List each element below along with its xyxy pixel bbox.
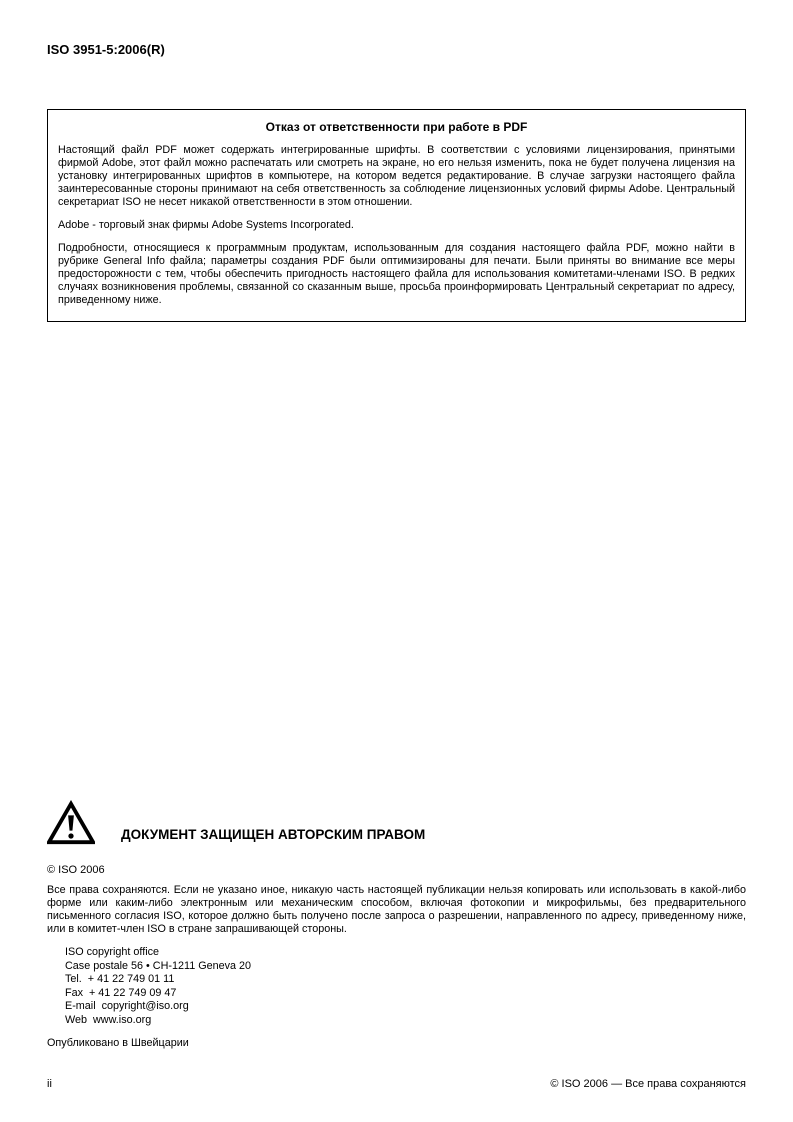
footer-copyright: © ISO 2006 — Все права сохраняются [550,1078,746,1090]
address-line-fax: Fax + 41 22 749 09 47 [65,986,177,999]
copyright-title: ДОКУМЕНТ ЗАЩИЩЕН АВТОРСКИМ ПРАВОМ [121,827,426,842]
copyright-year-line: © ISO 2006 [47,864,105,876]
address-line-office: ISO copyright office [65,946,160,958]
warning-icon [47,800,95,846]
address-line-tel: Tel. + 41 22 749 01 11 [65,973,175,985]
disclaimer-title: Отказ от ответственности при работе в PDF [265,120,528,134]
copyright-heading [47,800,746,846]
disclaimer-paragraph: Adobe - торговый знак фирмы Adobe Systems Incorporated. [58,219,354,231]
disclaimer-paragraph: Подробности, относящиеся к программным продуктам, использованным для создания настоящего файла PDF, можно найти в рубрике General Info файла; параметры создания PDF были оптимизированы для печати. Были приняты во внимание все меры предосторожности с тем, чтобы обеспечить пригодность настоящего файла для использования комитетами-членами ISO. В редких случаях возникновения проблемы, связанной со сказанным выше, просьба проинформировать Центральный секретариат по адресу, приведенному ниже. [58,242,735,306]
pdf-disclaimer-box [47,109,746,322]
page-footer [47,1078,746,1090]
published-in-line: Опубликовано в Швейцарии [47,1037,189,1049]
copyright-body-text: Все права сохраняются. Если не указано иное, никакую часть настоящей публикации нельзя копировать или использовать в какой-либо форме или каким-либо электронным или механическим способом, включая фотокопии и микрофильмы, без предварительного письменного согласия ISO, которое должно быть получено после запроса о разрешении, направленного по адресу, приведенному ниже, или в комитет-член ISO в стране запрашивающей стороны. [47,884,746,935]
address-line-email: E-mail copyright@iso.org [65,1000,189,1012]
document-number: ISO 3951-5:2006(R) [47,42,165,57]
disclaimer-paragraph: Настоящий файл PDF может содержать интегрированные шрифты. В соответствии с условиями лицензирования, принятыми фирмой Adobe, этот файл можно распечатать или смотреть на экране, но его нельзя изменить, пока не будет получена лицензия на установку интегрированных шрифтов в компьютере, на котором ведется редактирование. В случае загрузки настоящего файла заинтересованные стороны принимают на себя ответственность за соблюдение лицензионных условий фирмы Adobe. Центральный секретариат ISO не несет никакой ответственности в этом отношении. [58,144,735,208]
address-line-postal: Case postale 56 • CH-1211 Geneva 20 [65,959,252,972]
page-number: ii [47,1078,52,1090]
iso-address-block [65,946,746,1027]
address-line-web: Web www.iso.org [65,1013,152,1026]
